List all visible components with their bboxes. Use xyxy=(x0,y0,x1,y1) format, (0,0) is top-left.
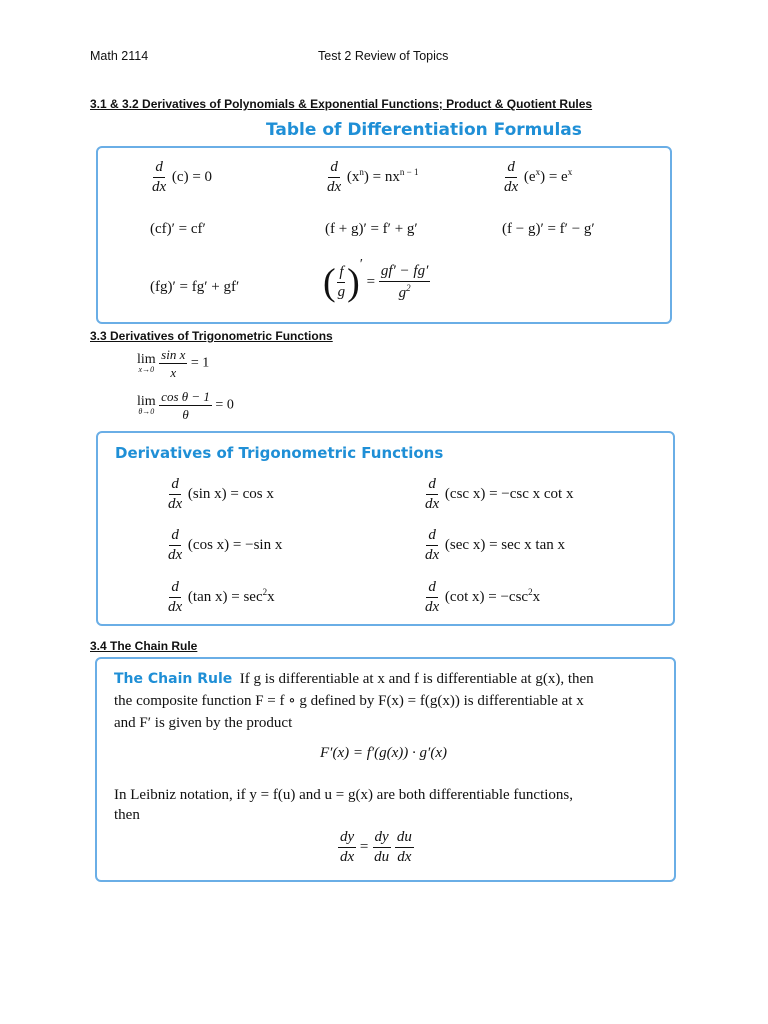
formula-exponential: $\frac{d}{dx}$ $(e^x) = e^x$ xyxy=(504,159,573,195)
chain-rule-line-2: the composite function F = f ∘ g defined by F(x) = f(g(x)) is differentiable at x xyxy=(114,693,584,709)
box-title-trig: Derivatives of Trigonometric Functions xyxy=(115,444,444,462)
formula-constant-multiple: (cf)′ = cf′ xyxy=(150,221,206,237)
formula-derivative-csc: $\frac{d}{dx}$ (csc x) = −csc x cot x xyxy=(425,476,574,512)
chain-rule-line-5: then xyxy=(114,807,140,823)
limit-sin-x-over-x: lim x→0 $\frac{\text{sin x}}{x}$ = 1 xyxy=(137,347,210,380)
formula-derivative-cot: $\frac{d}{dx}$ (cot $x) = -\csc^2x$ xyxy=(425,579,541,615)
formula-product-rule: (fg)′ = fg′ + gf′ xyxy=(150,279,240,295)
formula-constant: $\frac{d}{dx}$ (c) = 0 xyxy=(152,159,213,195)
page-title: Test 2 Review of Topics xyxy=(318,49,449,63)
chain-rule-title: The Chain Rule xyxy=(114,671,233,687)
chain-rule-line-1: The Chain Rule If g is differentiable at x and f is differentiable at g(x), then xyxy=(114,671,594,687)
formula-power: $\frac{d}{dx}$ $(x^n) = nx^{n - 1}$ xyxy=(327,159,419,195)
formula-derivative-sin: $\frac{d}{dx}$ (sin x) = cos x xyxy=(168,476,274,512)
formula-derivative-tan: $\frac{d}{dx}$ (tan $x) = \sec^2x$ xyxy=(168,579,275,615)
formula-derivative-cos: $\frac{d}{dx}$ (cos x) = −sin x xyxy=(168,527,283,563)
course-label: Math 2114 xyxy=(90,49,149,63)
formula-derivative-sec: $\frac{d}{dx}$ (sec x) = sec x tan x xyxy=(425,527,566,563)
formula-difference-rule: (f − g)′ = f′ − g′ xyxy=(502,221,595,237)
section-heading-3-1: 3.1 & 3.2 Derivatives of Polynomials & Exponential Functions; Product & Quotient Rules xyxy=(90,97,593,111)
leibniz-chain-rule: $\frac{dy}{dx}$ = $\frac{dy}{du}$ $\frac{du}{dx}$ xyxy=(340,829,412,865)
chain-rule-line-3: and F′ is given by the product xyxy=(114,715,293,731)
formula-sum-rule: (f + g)′ = f′ + g′ xyxy=(325,221,418,237)
section-heading-3-3: 3.3 Derivatives of Trigonometric Functions xyxy=(90,329,333,343)
box-title-differentiation: Table of Differentiation Formulas xyxy=(266,120,582,140)
limit-cos-theta: lim θ→0 $\frac{\text{cos θ − 1}}{\theta}$ = 0 xyxy=(137,389,234,422)
formula-quotient-rule: ( $\frac{f}{g}$ )′ = $\frac{gf' - fg'}{g^2}$ xyxy=(323,257,429,304)
chain-rule-formula: F′(x) = f′(g(x)) · g′(x) xyxy=(320,745,447,761)
section-heading-3-4: 3.4 The Chain Rule xyxy=(90,639,198,653)
chain-rule-line-4: In Leibniz notation, if y = f(u) and u = g(x) are both differentiable functions, xyxy=(114,787,574,803)
